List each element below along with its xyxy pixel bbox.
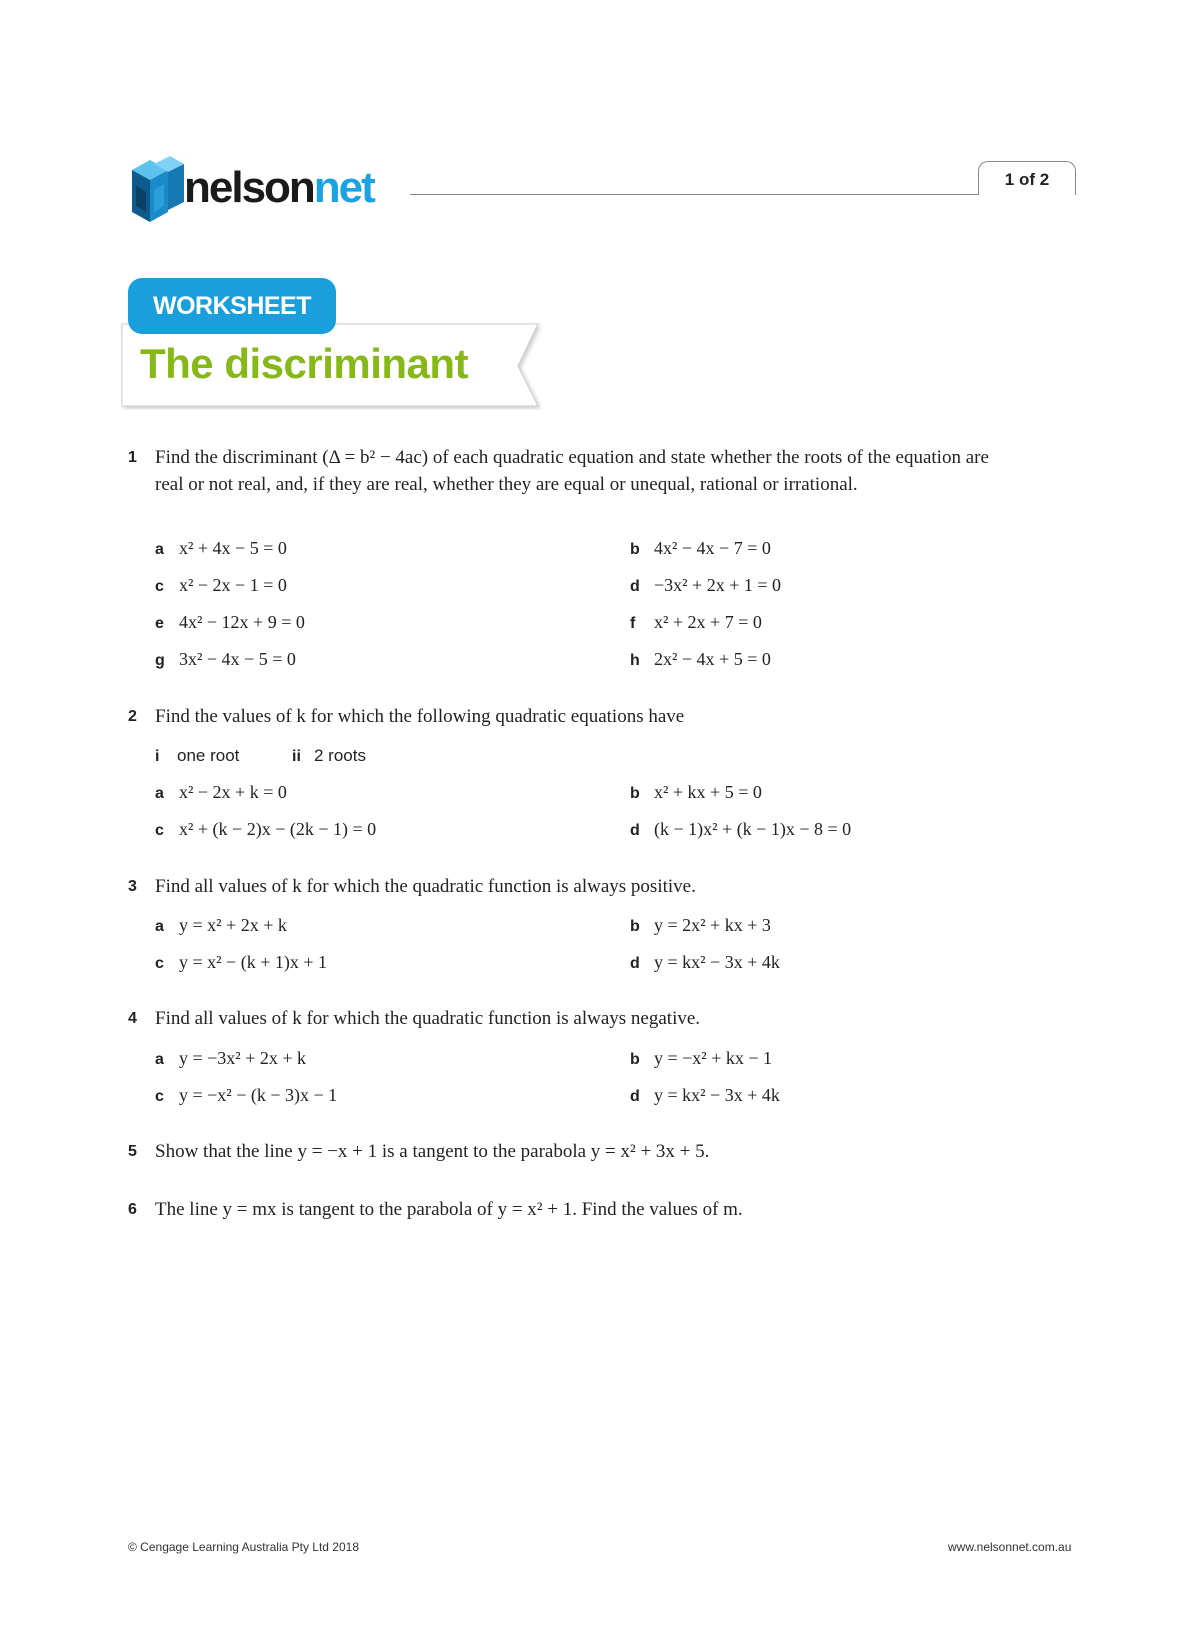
q4-item-b bbox=[630, 1046, 772, 1072]
q1-item-c bbox=[155, 573, 287, 599]
item-label: f bbox=[630, 615, 636, 632]
item-label: a bbox=[155, 918, 164, 935]
q1-item-d bbox=[630, 573, 781, 599]
item-expression: 4x² − 12x + 9 = 0 bbox=[179, 612, 305, 632]
q4-item-d bbox=[630, 1083, 780, 1109]
item-label: b bbox=[630, 541, 640, 558]
q3-item-d bbox=[630, 950, 780, 976]
question-6-number: 6 bbox=[128, 1201, 137, 1218]
q1-item-e bbox=[155, 610, 305, 636]
q1-item-g bbox=[155, 647, 296, 673]
q2-item-d bbox=[630, 817, 851, 843]
item-label: c bbox=[155, 578, 164, 595]
logo-wordmark bbox=[184, 163, 374, 212]
item-expression: y = −x² + kx − 1 bbox=[654, 1048, 773, 1068]
subpart-text: one root bbox=[177, 746, 240, 765]
nelsonnet-logo bbox=[126, 156, 426, 224]
item-label: d bbox=[630, 1088, 640, 1105]
item-expression: −3x² + 2x + 1 = 0 bbox=[654, 575, 782, 595]
q4-item-c bbox=[155, 1083, 337, 1109]
item-expression: x² + (k − 2)x − (2k − 1) = 0 bbox=[179, 819, 377, 839]
question-2-number: 2 bbox=[128, 708, 137, 725]
item-expression: y = −x² − (k − 3)x − 1 bbox=[179, 1085, 338, 1105]
item-label: a bbox=[155, 1051, 164, 1068]
page-title: The discriminant bbox=[140, 340, 469, 387]
question-1-text: Find the discriminant (Δ = b² − 4ac) of each quadratic equation and state whether the roots of the equation are real or not real, and, if they are real, whether they are equal or unequal, rational or irrational. bbox=[155, 447, 989, 495]
item-label: c bbox=[155, 1088, 164, 1105]
item-expression: 2x² − 4x + 5 = 0 bbox=[654, 649, 771, 669]
item-label: b bbox=[630, 1051, 640, 1068]
q1-item-f bbox=[630, 610, 762, 636]
item-expression: y = x² + 2x + k bbox=[179, 915, 287, 935]
logo-text-net: net bbox=[313, 163, 374, 212]
item-label: c bbox=[155, 955, 164, 972]
q2-subpart-i bbox=[155, 744, 239, 769]
item-label: a bbox=[155, 785, 164, 802]
question-3-text: Find all values of k for which the quadratic function is always positive. bbox=[155, 876, 696, 897]
item-expression: x² − 2x − 1 = 0 bbox=[179, 575, 287, 595]
q3-item-a bbox=[155, 913, 287, 939]
question-1-number: 1 bbox=[128, 449, 137, 466]
item-expression: x² + kx + 5 = 0 bbox=[654, 782, 762, 802]
item-expression: 4x² − 4x − 7 = 0 bbox=[654, 538, 771, 558]
q4-item-a bbox=[155, 1046, 306, 1072]
item-label: g bbox=[155, 652, 165, 669]
q3-item-c bbox=[155, 950, 327, 976]
item-label: c bbox=[155, 822, 164, 839]
question-5-text: Show that the line y = −x + 1 is a tangent to the parabola y = x² + 3x + 5. bbox=[155, 1141, 710, 1162]
nelsonnet-cube-icon bbox=[126, 156, 184, 224]
logo-text-nelson: nelson bbox=[184, 163, 314, 212]
item-label: a bbox=[155, 541, 164, 558]
q2-item-a bbox=[155, 780, 287, 806]
q1-item-h bbox=[630, 647, 771, 673]
item-label: d bbox=[630, 578, 640, 595]
q1-item-b bbox=[630, 536, 771, 562]
question-4-number: 4 bbox=[128, 1010, 137, 1027]
footer-website: www.nelsonnet.com.au bbox=[948, 1540, 1072, 1554]
item-expression: 3x² − 4x − 5 = 0 bbox=[179, 649, 296, 669]
q2-item-b bbox=[630, 780, 762, 806]
q2-item-c bbox=[155, 817, 376, 843]
item-expression: y = −3x² + 2x + k bbox=[179, 1048, 307, 1068]
page-indicator: 1 of 2 bbox=[978, 161, 1076, 195]
question-5-number: 5 bbox=[128, 1143, 137, 1160]
footer-copyright: © Cengage Learning Australia Pty Ltd 2018 bbox=[128, 1540, 359, 1554]
q3-item-b bbox=[630, 913, 771, 939]
q1-item-a bbox=[155, 536, 287, 562]
item-expression: x² + 2x + 7 = 0 bbox=[654, 612, 762, 632]
subpart-text: 2 roots bbox=[314, 746, 366, 765]
item-expression: x² − 2x + k = 0 bbox=[179, 782, 287, 802]
subpart-label: i bbox=[155, 748, 160, 765]
q2-subpart-ii bbox=[292, 744, 366, 769]
subpart-label: ii bbox=[292, 748, 301, 765]
item-expression: y = kx² − 3x + 4k bbox=[654, 952, 780, 972]
item-label: d bbox=[630, 955, 640, 972]
item-expression: y = x² − (k + 1)x + 1 bbox=[179, 952, 327, 972]
item-label: h bbox=[630, 652, 640, 669]
question-4-text: Find all values of k for which the quadratic function is always negative. bbox=[155, 1008, 701, 1029]
header-rule bbox=[410, 194, 1075, 195]
item-expression: (k − 1)x² + (k − 1)x − 8 = 0 bbox=[654, 819, 852, 839]
item-label: b bbox=[630, 918, 640, 935]
item-expression: y = 2x² + kx + 3 bbox=[654, 915, 771, 935]
question-2-text: Find the values of k for which the following quadratic equations have bbox=[155, 706, 685, 727]
question-3-number: 3 bbox=[128, 878, 137, 895]
item-label: b bbox=[630, 785, 640, 802]
worksheet-badge: WORKSHEET bbox=[128, 278, 336, 334]
item-expression: x² + 4x − 5 = 0 bbox=[179, 538, 287, 558]
item-expression: y = kx² − 3x + 4k bbox=[654, 1085, 780, 1105]
item-label: e bbox=[155, 615, 164, 632]
question-6-text: The line y = mx is tangent to the parabola of y = x² + 1. Find the values of m. bbox=[155, 1199, 743, 1220]
item-label: d bbox=[630, 822, 640, 839]
